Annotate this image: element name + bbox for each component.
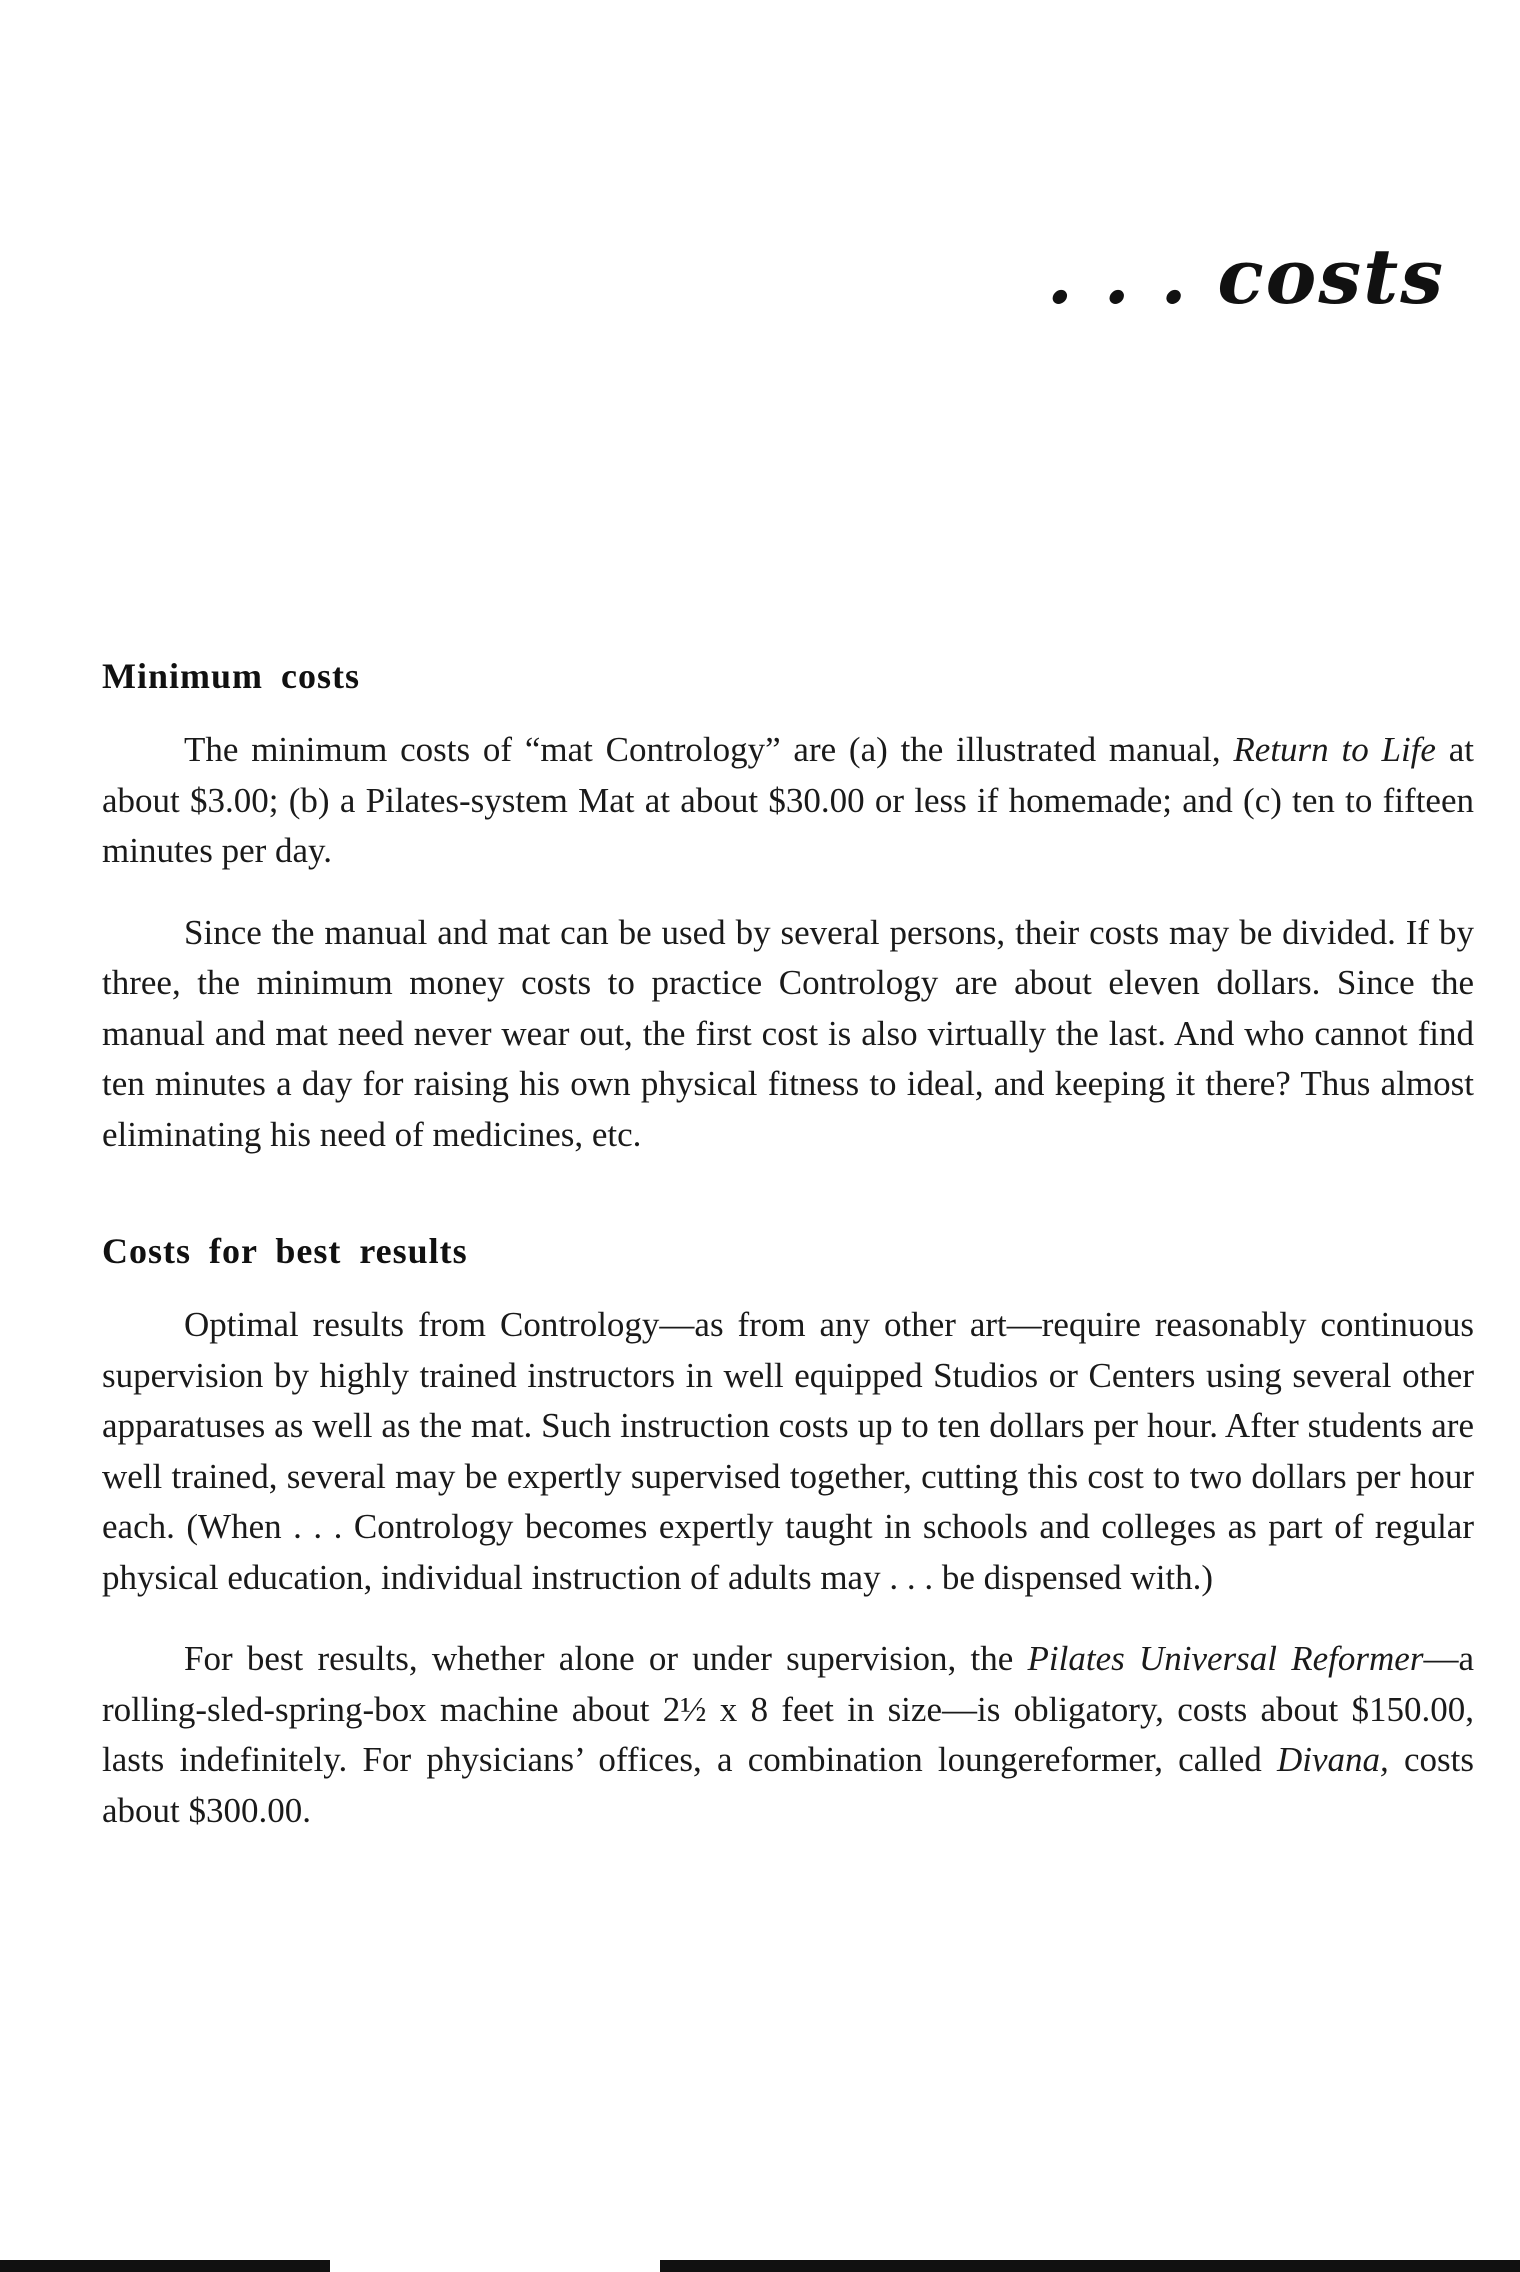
page-content bbox=[102, 655, 1474, 1836]
section-heading: Costs for best results bbox=[102, 1231, 468, 1271]
product-name-text: Pilates Universal Reformer bbox=[1027, 1639, 1424, 1678]
text-run: —a rolling-sled-spring-box machine about 2½ x 8 feet in size—is obligatory, costs about $150.00, lasts indefinitely. For physicians’ offices, a combination loungereformer, called bbox=[102, 1639, 1474, 1779]
text-run: For best results, whether alone or under supervision, the bbox=[184, 1639, 1028, 1678]
book-title-text: Return to Life bbox=[1233, 730, 1436, 769]
product-name-text: Divana, bbox=[1276, 1740, 1389, 1779]
text-run: at about $3.00; (b) a Pilates-system Mat at about $30.00 or less if homemade; and (c) ten to fifteen minutes per day. bbox=[102, 730, 1474, 870]
paragraph bbox=[102, 725, 1474, 877]
text-run: Since the manual and mat can be used by several persons, their costs may be divided. If by three, the minimum money costs to practice Contrology are about eleven dollars. Since the manual and mat need never wear out, the first cost is also virtually the last. And who cannot find ten minutes a day for raising his own physical fitness to ideal, and keeping it there? Thus almost eliminating his need of medicines, etc. bbox=[102, 912, 1474, 1154]
page-heading: . . . costs bbox=[1046, 232, 1445, 321]
scan-edge-bar bbox=[0, 2260, 330, 2272]
paragraph bbox=[102, 908, 1474, 1161]
paragraph bbox=[102, 1634, 1474, 1836]
text-run: The minimum costs of “mat Contrology” are (a) the illustrated manual, bbox=[184, 730, 1234, 769]
text-run: Optimal results from Contrology—as from any other art—require reasonably continuous supervision by highly trained instructors in well equipped Studios or Centers using several other apparatuses as well as the mat. Such instruction costs up to ten dollars per hour. After students are well trained, several may be expertly supervised together, cutting this cost to two dollars per hour each. (When . . . Contrology becomes expertly taught in schools and colleges as part of regular physical education, individual instruction of adults may . . . be dispensed with.) bbox=[102, 1305, 1474, 1597]
text-run: costs about $300.00. bbox=[102, 1740, 1474, 1830]
section-costs-for-best-results bbox=[102, 1230, 1474, 1836]
scan-edge-bar bbox=[660, 2260, 1520, 2272]
paragraph bbox=[102, 1300, 1474, 1603]
section-minimum-costs bbox=[102, 655, 1474, 1160]
section-heading: Minimum costs bbox=[102, 656, 360, 696]
